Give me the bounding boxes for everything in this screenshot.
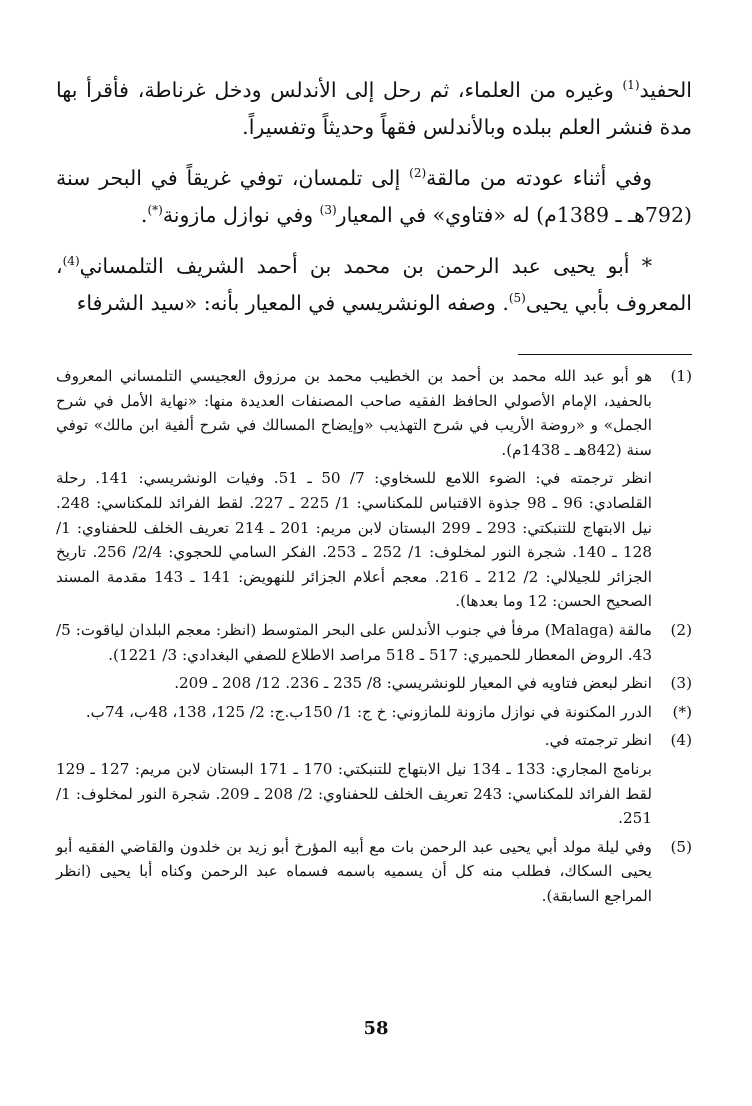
footnote-text: انظر لبعض فتاويه في المعيار للونشريسي: 8/ 235 ـ 236. 12/ 208 ـ 209. bbox=[174, 674, 652, 693]
footnotes bbox=[56, 364, 692, 912]
footnote-2 bbox=[56, 618, 692, 667]
footnote-separator bbox=[518, 354, 692, 355]
footnote-text: الدرر المكنونة في نوازل مازونة للمازوني: خ ج: 1/ 150ب.ج: 2/ 125، 138، 48ب، 74ب. bbox=[85, 702, 652, 721]
footnote-text: انظر ترجمته في. bbox=[544, 731, 652, 750]
footnote-5 bbox=[56, 835, 692, 909]
paragraph-2: وفي أثناء عودته من مالقة$^{(2)}$ إلى تلمسان، توفي غريقاً في البحر سنة (792هـ ـ 1389م) له «فتاوي» في المعيار$^{(3)}$ وفي نوازل مازونة(*). bbox=[56, 166, 692, 227]
footnote-text: مالقة (Malaga) مرفأ في جنوب الأندلس على البحر المتوسط (انظر: معجم البلدان لياقوت: 5/ 43. الروض المعطار للحميري: 517 ـ 518 مراصد الاطلاع للصفي البغدادي: 3/ 1221). bbox=[56, 620, 652, 664]
footnote-4-sources: برنامج المجاري: 133 ـ 134 نيل الابتهاج للتنبكتي: 170 ـ 171 البستان لابن مريم: 127 ـ 129 لقط الفرائد للمكناسي: 243 تعريف الخلف للحفناوي: 2/ 208 ـ 209. شجرة النور لمخلوف: 1/ 251. bbox=[56, 759, 653, 828]
footnote-number: (3) bbox=[670, 674, 692, 693]
footnote-ref: (3) bbox=[319, 203, 337, 218]
footnote-number: (1) bbox=[670, 367, 692, 385]
footnote-text: هو أبو عبد الله محمد بن أحمد بن الخطيب محمد بن مرزوق العجيسي التلمساني المعروف بالحفيد، الإمام الأصولي الحافظ الفقيه صاحب المصنفات العديدة منها: «نهاية الأمل في شرح الجمل» و «روضة الأريب في شرح التهذيب «وإيضاح المسالك في شرح ألفية ابن مالك» توفي سنة (842هـ ـ 1438م). bbox=[56, 367, 652, 459]
footnote-text: وفي ليلة مولد أبي يحيى عبد الرحمن بات مع أبيه المؤرخ أبو زيد بن خلدون والقاضي الفقيه أبو يحيى السكاك، فطلب منه كل أن يسميه باسمه فسماه عبد الرحمن وكناه أبا يحيى (انظر المراجع السابقة). bbox=[56, 837, 652, 905]
paragraph-1: الحفيد$^{(1)}$ وغيره من العلماء، ثم رحل إلى الأندلس ودخل غرناطة، فأقرأ بها مدة فنشر العلم ببلده وبالأندلس فقهاً وحديثاً وتفسيراً. bbox=[56, 78, 692, 139]
footnote-ref: (*) bbox=[147, 203, 163, 218]
footnote-ref: (4) bbox=[62, 254, 80, 269]
footnote-ref: (5) bbox=[508, 291, 526, 306]
paragraph-3: * أبو يحيى عبد الرحمن بن محمد بن أحمد الشريف التلمساني$^{(4)}$، المعروف بأبي يحيى$^{(5)}$. وصفه الونشريسي في المعيار بأنه: «سيد الشرفاء bbox=[56, 254, 692, 315]
footnote-4 bbox=[56, 728, 692, 753]
page-number: 58 bbox=[363, 1018, 389, 1039]
main-text bbox=[56, 72, 692, 322]
footnote-1 bbox=[56, 364, 692, 462]
footnote-number: (5) bbox=[670, 837, 692, 856]
footnote-number: (4) bbox=[670, 731, 692, 750]
footnote-number: (2) bbox=[670, 620, 692, 639]
footnote-3 bbox=[56, 671, 692, 696]
footnote-ref: (2) bbox=[409, 166, 427, 181]
footnote-number: (*) bbox=[672, 702, 692, 721]
footnote-1-sources: انظر ترجمته في: الضوء اللامع للسخاوي: 7/ 50 ـ 51. وفيات الونشريسي: 141. رحلة القلصادي: 96 ـ 98 جذوة الاقتباس للمكناسي: 1/ 225 ـ 227. لقط الفرائد للمكناسي: 248. نيل الابتهاج للتنبكتي: 293 ـ 299 البستان لابن مريم: 201 ـ 214 تعريف الخلف للحفناوي: 1/ 128 ـ 140. شجرة النور لمخلوف: 1/ 252 ـ 253. الفكر السامي للحجوي: 2/4/ 256. تاريخ الجزائر للجيلالي: 2/ 212 ـ 216. معجم أعلام الجزائر للنهويض: 141 ـ 143 مقدمة المسند الصحيح الحسن: 12 وما بعدها). bbox=[56, 469, 653, 611]
footnote-ref: (1) bbox=[622, 78, 640, 93]
footnote-star bbox=[56, 700, 692, 725]
